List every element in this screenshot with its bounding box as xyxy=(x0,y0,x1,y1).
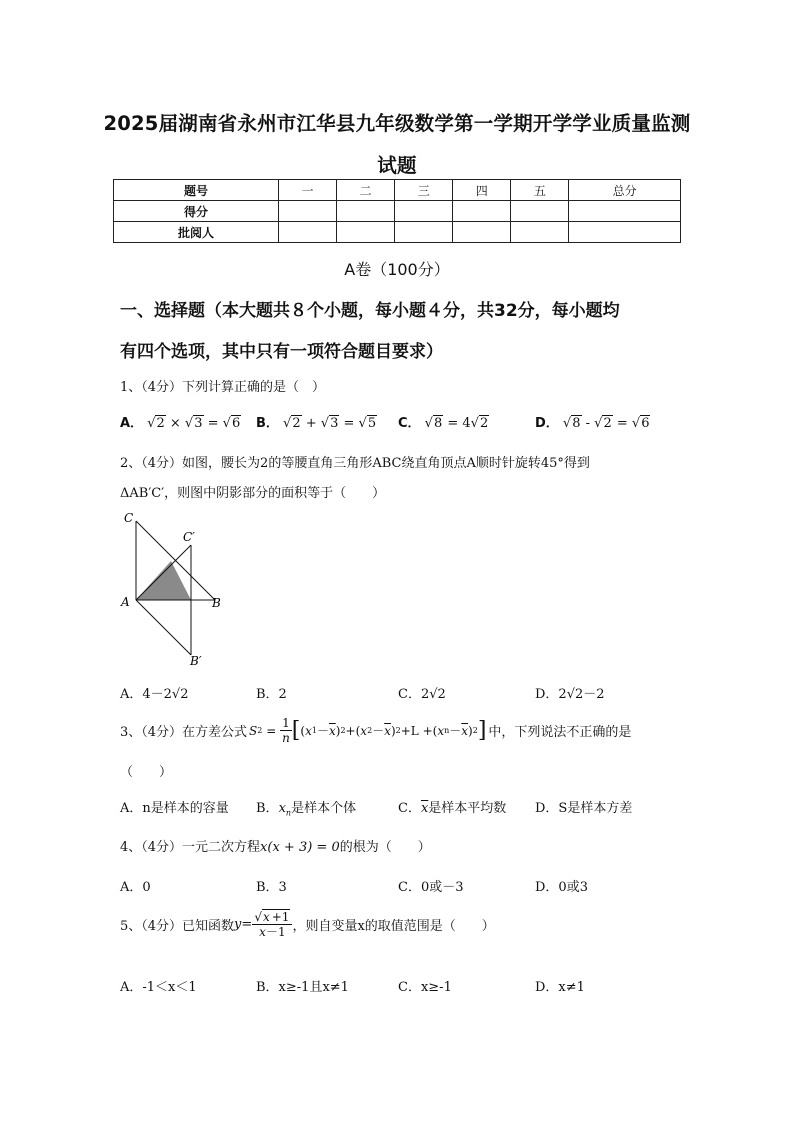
q3-option-c: C．$\overline{x}$是样本平均数 xyxy=(398,801,507,816)
q4-option-c: C．0或－3 xyxy=(398,880,464,895)
score-cell xyxy=(511,201,569,222)
score-header-cell: 总分 xyxy=(569,180,681,201)
question-2-stem-line2: ΔAB′C′，则图中阴影部分的面积等于（ ） xyxy=(120,486,386,501)
q3-stem-prefix: 3、（4分）在方差公式 xyxy=(120,725,248,740)
label-a: A xyxy=(121,595,130,609)
q1-option-b: B． √2 + √3 = √5 xyxy=(256,416,377,431)
score-table-header-row xyxy=(114,180,681,201)
q4-equation: x(x + 3) = 0 xyxy=(260,840,340,855)
score-table-row xyxy=(114,201,681,222)
q4-option-d: D．0或3 xyxy=(535,880,588,895)
score-cell xyxy=(453,222,511,243)
score-header-cell: 一 xyxy=(279,180,337,201)
q4-stem-suffix: 的根为（ ） xyxy=(339,840,431,855)
score-cell xyxy=(279,222,337,243)
q2-option-d: D．2√2－2 xyxy=(535,687,605,702)
q5-option-a: A．-1＜x＜1 xyxy=(120,980,197,995)
q5-stem-suffix: ，则自变量x的取值范围是（ ） xyxy=(292,919,495,934)
q3-option-d: D．S是样本方差 xyxy=(535,801,633,816)
label-b-prime: B′ xyxy=(190,654,202,668)
q4-option-a: A．0 xyxy=(120,880,151,895)
q1-option-d: D． √8 - √2 = √6 xyxy=(535,416,650,431)
question-4-stem xyxy=(120,836,431,855)
section-heading-line2: 有四个选项，其中只有一项符合题目要求） xyxy=(120,342,443,362)
score-header-cell: 三 xyxy=(395,180,453,201)
q2-option-c: C．2√2 xyxy=(398,687,446,702)
label-c-prime: C′ xyxy=(183,530,195,544)
q4-stem-prefix: 4、（4分）一元二次方程 xyxy=(120,840,261,855)
score-cell xyxy=(395,201,453,222)
q3-option-c-text: 是样本平均数 xyxy=(428,801,507,816)
segment-ab-prime xyxy=(136,600,191,655)
score-header-cell: 四 xyxy=(453,180,511,201)
score-cell xyxy=(337,222,395,243)
score-cell xyxy=(511,222,569,243)
score-cell xyxy=(569,222,681,243)
volume-heading: A卷（100分） xyxy=(344,260,450,279)
score-header-cell: 五 xyxy=(511,180,569,201)
q1-option-c: C． √8 = 4√2 xyxy=(398,416,489,431)
label-c: C xyxy=(124,511,134,525)
question-3-stem xyxy=(120,716,631,745)
score-table-row xyxy=(114,222,681,243)
score-cell xyxy=(395,222,453,243)
label-b: B xyxy=(212,596,221,610)
score-header-cell: 二 xyxy=(337,180,395,201)
option-label: D． xyxy=(535,416,559,431)
function-expression: y = $\frac{√x +1}{x-1}$ xyxy=(234,910,292,939)
score-header-cell: 题号 xyxy=(114,180,279,201)
q3-option-b-text: 是样本个体 xyxy=(291,801,357,816)
shaded-region xyxy=(136,561,191,600)
option-label: C． xyxy=(398,416,421,431)
q5-stem-prefix: 5、（4分）已知函数 xyxy=(120,919,235,934)
score-cell xyxy=(279,201,337,222)
q5-option-d: D．x≠1 xyxy=(535,980,585,995)
q4-option-b: B．3 xyxy=(256,880,287,895)
q3-option-b: B．$x_n$是样本个体 xyxy=(256,801,357,818)
q5-option-c: C．x≥-1 xyxy=(398,980,452,995)
option-label: B． xyxy=(256,416,279,431)
score-cell xyxy=(453,201,511,222)
score-table xyxy=(113,179,681,243)
question-2-stem-line1: 2、（4分）如图，腰长为2的等腰直角三角形ABC绕直角顶点A顺时针旋转45°得到 xyxy=(120,456,590,471)
option-label: A． xyxy=(120,416,144,431)
q5-option-b: B．x≥-1且x≠1 xyxy=(256,980,349,995)
q3-option-a: A．n是样本的容量 xyxy=(120,801,229,816)
question-3-stem-line2: （ ） xyxy=(120,765,173,780)
exam-title-line1: 2025届湖南省永州市江华县九年级数学第一学期开学学业质量监测 xyxy=(103,112,691,135)
triangle-rotation-figure xyxy=(110,505,240,670)
variance-formula: S 2 = $\frac{1}{n}$ [ ( x 1 － $\overline{x}$ ) 2 +( x 2 － $\overline{x}$ ) 2 +L +( x n － $\overline{x}$ ) 2 ] xyxy=(249,716,487,745)
score-cell xyxy=(337,201,395,222)
question-1-stem: 1、（4分）下列计算正确的是（ ） xyxy=(120,380,326,395)
q3-stem-suffix: 中，下列说法不正确的是 xyxy=(488,725,632,740)
score-row-label: 得分 xyxy=(114,201,279,222)
q1-option-a: A． √2 × √3 = √6 xyxy=(120,416,241,431)
score-cell xyxy=(569,201,681,222)
q2-option-a: A．4－2√2 xyxy=(120,687,189,702)
exam-title-line2: 试题 xyxy=(377,154,417,177)
q2-option-b: B．2 xyxy=(256,687,287,702)
question-5-stem xyxy=(120,910,495,939)
score-row-label: 批阅人 xyxy=(114,222,279,243)
section-heading-line1: 一、选择题（本大题共８个小题，每小题４分，共32分，每小题均 xyxy=(120,301,620,321)
